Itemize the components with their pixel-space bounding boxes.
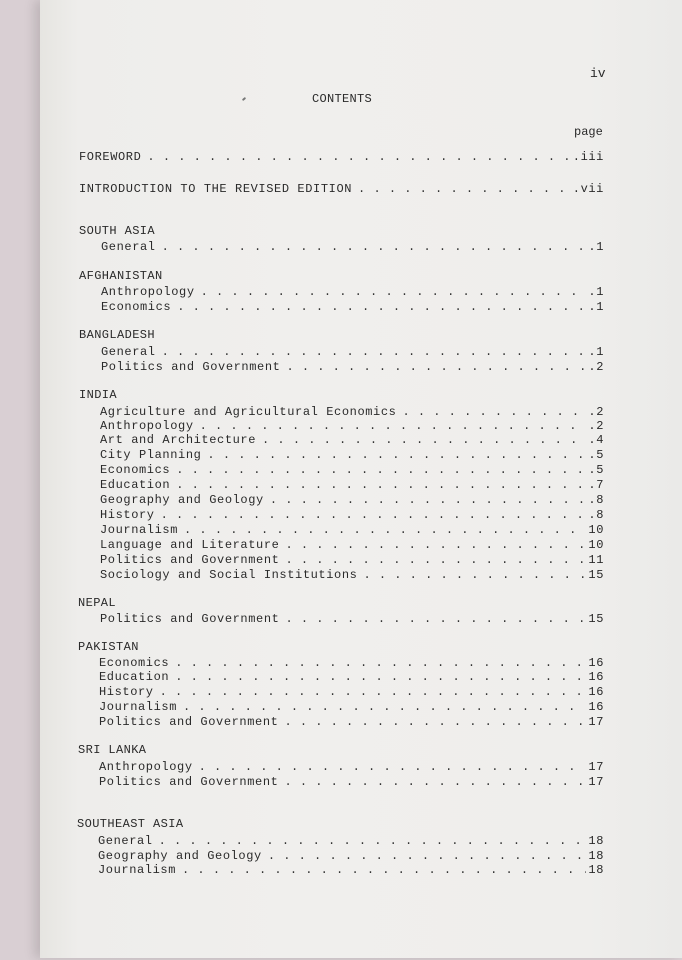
toc-entry-page: .2 xyxy=(588,419,604,433)
toc-entry-page: .1 xyxy=(588,300,604,314)
toc-entry-page: 10 xyxy=(588,538,604,552)
page-title: CONTENTS xyxy=(312,92,373,106)
toc-entry xyxy=(101,345,604,360)
toc-entry-label: Education xyxy=(100,478,171,492)
toc-entry-page: .7 xyxy=(588,478,604,492)
dot-leader xyxy=(176,463,586,478)
toc-entry-label: Anthropology xyxy=(100,419,194,433)
dot-leader xyxy=(159,834,587,849)
toc-entry-label: City Planning xyxy=(100,448,202,462)
toc-entry xyxy=(99,700,604,715)
dot-leader xyxy=(175,670,586,685)
dot-leader xyxy=(182,863,586,878)
toc-entry xyxy=(99,685,604,700)
toc-entry-page: 16 xyxy=(588,685,604,699)
toc-entry xyxy=(100,508,604,523)
toc-entry-label: Economics xyxy=(101,300,172,314)
dot-leader xyxy=(201,285,587,300)
toc-entry-page: .5 xyxy=(588,463,604,477)
toc-entry xyxy=(101,285,604,300)
toc-entry xyxy=(101,300,604,315)
dot-leader xyxy=(286,360,586,375)
toc-entry xyxy=(101,360,604,375)
section-heading: INDIA xyxy=(79,388,118,402)
toc-entry-label: Politics and Government xyxy=(99,715,279,729)
toc-entry-page: 18 xyxy=(588,834,604,848)
toc-entry xyxy=(100,419,604,434)
toc-entry xyxy=(99,670,604,685)
dot-leader xyxy=(176,478,586,493)
toc-entry xyxy=(100,463,604,478)
toc-entry-label: General xyxy=(98,834,153,848)
toc-entry-label: Economics xyxy=(100,463,171,477)
toc-entry xyxy=(100,493,604,508)
dot-leader xyxy=(285,553,586,568)
section-heading: SRI LANKA xyxy=(78,743,147,757)
dot-leader xyxy=(284,715,586,730)
toc-entry-page: .1 xyxy=(588,285,604,299)
toc-entry-page: .2 xyxy=(588,360,604,374)
toc-entry-label: Politics and Government xyxy=(100,553,280,567)
section-heading: SOUTH ASIA xyxy=(79,224,156,238)
toc-entry xyxy=(99,760,604,775)
toc-entry-page: 15 xyxy=(588,612,604,626)
toc-entry-label: Sociology and Social Institutions xyxy=(100,568,358,582)
toc-entry-page: 11 xyxy=(588,553,604,567)
dot-leader xyxy=(175,656,586,671)
toc-entry-label: Journalism xyxy=(100,523,179,537)
toc-entry-label: Geography and Geology xyxy=(98,849,262,863)
dot-leader xyxy=(199,760,587,775)
toc-entry-page: 18 xyxy=(588,863,604,877)
toc-entry-label: Journalism xyxy=(99,700,178,714)
toc-entry-label: Politics and Government xyxy=(100,612,280,626)
toc-entry-label: INTRODUCTION TO THE REVISED EDITION xyxy=(79,182,353,196)
toc-entry xyxy=(98,834,604,849)
toc-entry-label: Language and Literature xyxy=(100,538,280,552)
toc-entry xyxy=(99,775,604,790)
toc-entry-page: .vii xyxy=(572,182,604,196)
dot-leader xyxy=(285,612,586,627)
dot-leader xyxy=(207,448,586,463)
toc-entry-label: Politics and Government xyxy=(101,360,281,374)
toc-entry xyxy=(101,240,604,255)
section-heading: SOUTHEAST ASIA xyxy=(77,817,184,831)
toc-entry-page: .1 xyxy=(588,345,604,359)
dot-leader xyxy=(358,182,571,197)
toc-entry xyxy=(100,568,604,583)
dot-leader xyxy=(268,849,587,864)
toc-entry-page: .1 xyxy=(588,240,604,254)
section-heading: PAKISTAN xyxy=(78,640,139,654)
dot-leader xyxy=(177,300,586,315)
toc-entry xyxy=(100,523,604,538)
toc-entry xyxy=(99,656,604,671)
toc-entry-page: .5 xyxy=(588,448,604,462)
page-number: iv xyxy=(590,66,606,81)
toc-entry xyxy=(100,612,604,627)
toc-entry-page: .8 xyxy=(588,508,604,522)
toc-entry xyxy=(100,478,604,493)
toc-entry-label: Anthropology xyxy=(99,760,193,774)
toc-entry-label: Art and Architecture xyxy=(100,433,257,447)
toc-entry xyxy=(79,182,604,197)
toc-entry-label: General xyxy=(101,345,156,359)
toc-entry-page: 16 xyxy=(588,700,604,714)
dot-leader xyxy=(183,700,586,715)
section-heading: NEPAL xyxy=(78,596,117,610)
page-column-label: page xyxy=(574,125,603,139)
dot-leader xyxy=(147,150,570,165)
toc-entry xyxy=(100,405,604,420)
toc-entry-label: Geography and Geology xyxy=(100,493,264,507)
section-heading: AFGHANISTAN xyxy=(79,269,163,283)
toc-entry-label: Politics and Government xyxy=(99,775,279,789)
document-page xyxy=(40,0,682,958)
toc-entry xyxy=(98,863,604,878)
toc-entry-page: 16 xyxy=(588,656,604,670)
dot-leader xyxy=(270,493,587,508)
dot-leader xyxy=(200,419,587,434)
dot-leader xyxy=(162,240,587,255)
dot-leader xyxy=(184,523,586,538)
toc-entry-page: .2 xyxy=(588,405,604,419)
toc-entry-page: .iii xyxy=(572,150,604,164)
dot-leader xyxy=(285,538,586,553)
toc-entry-label: History xyxy=(100,508,155,522)
toc-entry xyxy=(98,849,604,864)
toc-entry xyxy=(100,538,604,553)
dot-leader xyxy=(262,433,586,448)
toc-entry-label: General xyxy=(101,240,156,254)
toc-entry-page: .4 xyxy=(588,433,604,447)
dot-leader xyxy=(160,685,587,700)
toc-entry-label: History xyxy=(99,685,154,699)
toc-entry-page: 16 xyxy=(588,670,604,684)
dot-leader xyxy=(363,568,586,583)
dot-leader xyxy=(162,345,587,360)
toc-entry xyxy=(79,150,604,165)
toc-entry xyxy=(100,448,604,463)
toc-entry-page: .8 xyxy=(588,493,604,507)
toc-entry-page: 18 xyxy=(588,849,604,863)
toc-entry-label: Agriculture and Agricultural Economics xyxy=(100,405,397,419)
dot-leader xyxy=(161,508,587,523)
toc-entry-page: 17 xyxy=(588,775,604,789)
toc-entry-label: Anthropology xyxy=(101,285,195,299)
toc-entry-page: 15 xyxy=(588,568,604,582)
ink-speck xyxy=(242,97,246,101)
toc-entry xyxy=(100,433,604,448)
toc-entry-label: FOREWORD xyxy=(79,150,142,164)
dot-leader xyxy=(402,405,586,420)
toc-entry-page: 17 xyxy=(588,715,604,729)
toc-entry xyxy=(100,553,604,568)
toc-entry xyxy=(99,715,604,730)
dot-leader xyxy=(284,775,586,790)
toc-entry-page: 17 xyxy=(588,760,604,774)
toc-entry-label: Education xyxy=(99,670,170,684)
toc-entry-page: 10 xyxy=(588,523,604,537)
toc-entry-label: Economics xyxy=(99,656,170,670)
toc-entry-label: Journalism xyxy=(98,863,177,877)
section-heading: BANGLADESH xyxy=(79,328,156,342)
